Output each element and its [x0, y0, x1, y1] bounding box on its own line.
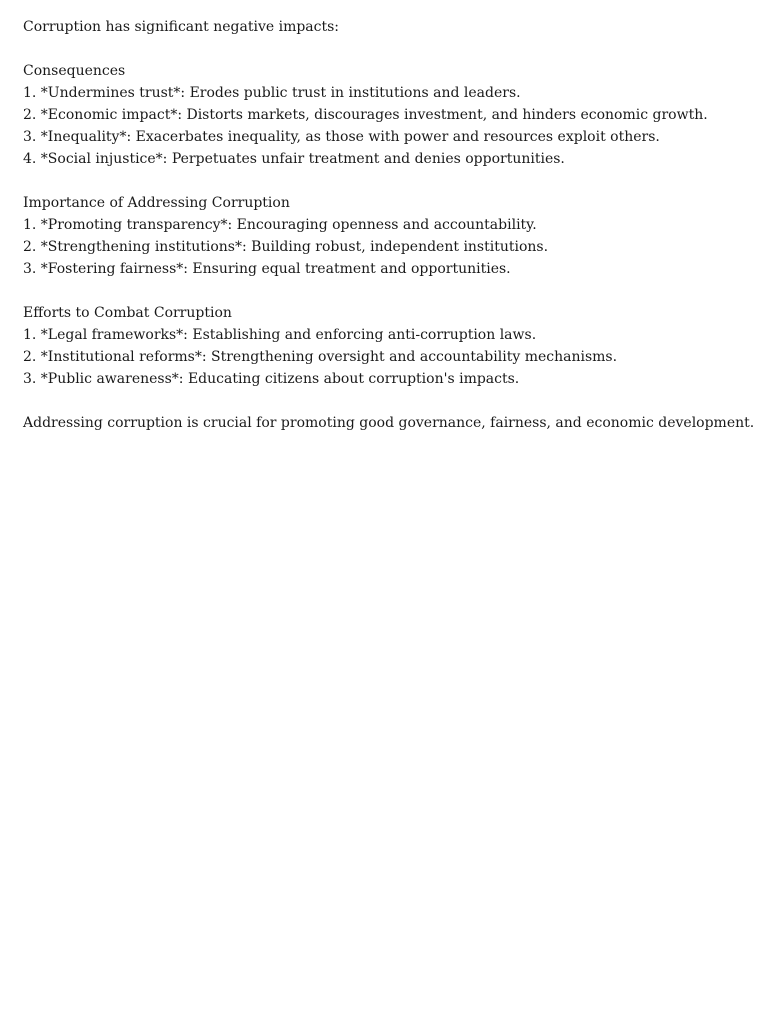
section-heading: Consequences — [23, 63, 126, 79]
conclusion-text: Addressing corruption is crucial for promoting good governance, fairness, and economic development. — [23, 415, 755, 431]
section-efforts — [23, 302, 753, 390]
consequences-list — [23, 82, 753, 170]
document-body — [23, 16, 753, 434]
intro-text: Corruption has significant negative impacts: — [23, 19, 340, 35]
section-heading: Importance of Addressing Corruption — [23, 195, 290, 211]
spacer — [23, 38, 753, 60]
list-item: 2. *Economic impact*: Distorts markets, discourages investment, and hinders economic growth. — [23, 107, 708, 123]
section-consequences — [23, 60, 753, 170]
list-item: 1. *Promoting transparency*: Encouraging openness and accountability. — [23, 217, 537, 233]
list-item: 1. *Legal frameworks*: Establishing and enforcing anti-corruption laws. — [23, 327, 537, 343]
spacer — [23, 390, 753, 412]
list-item: 3. *Inequality*: Exacerbates inequality, as those with power and resources exploit others. — [23, 129, 660, 145]
efforts-list — [23, 324, 753, 390]
spacer — [23, 280, 753, 302]
section-importance — [23, 192, 753, 280]
spacer — [23, 170, 753, 192]
list-item: 1. *Undermines trust*: Erodes public trust in institutions and leaders. — [23, 85, 521, 101]
list-item: 4. *Social injustice*: Perpetuates unfair treatment and denies opportunities. — [23, 151, 565, 167]
list-item: 2. *Institutional reforms*: Strengthening oversight and accountability mechanisms. — [23, 349, 618, 365]
importance-list — [23, 214, 753, 280]
list-item: 3. *Fostering fairness*: Ensuring equal treatment and opportunities. — [23, 261, 511, 277]
section-heading: Efforts to Combat Corruption — [23, 305, 232, 321]
list-item: 2. *Strengthening institutions*: Building robust, independent institutions. — [23, 239, 549, 255]
list-item: 3. *Public awareness*: Educating citizens about corruption's impacts. — [23, 371, 520, 387]
